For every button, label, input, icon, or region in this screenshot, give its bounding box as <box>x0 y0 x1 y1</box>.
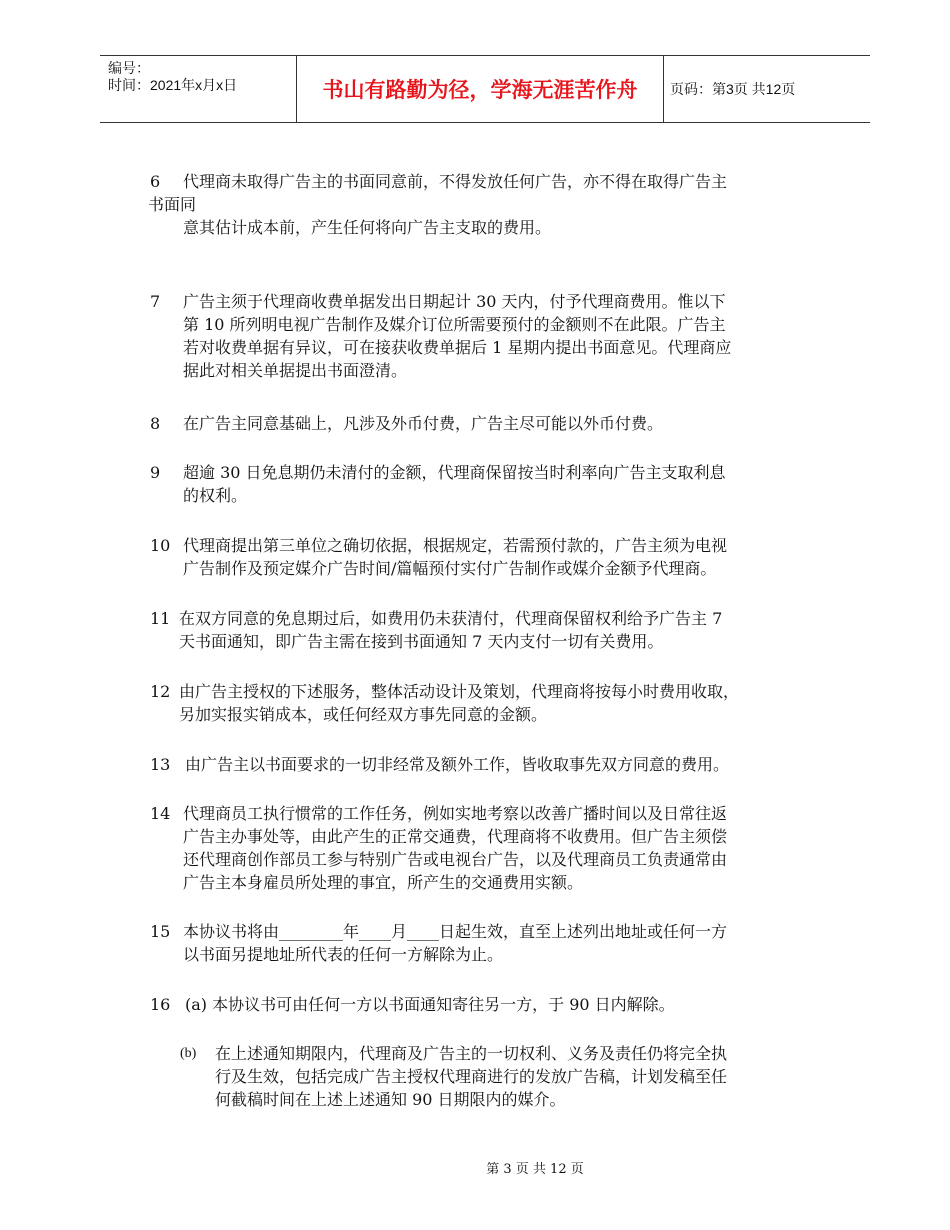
subclause-label: (b) <box>180 1046 197 1061</box>
clause-line: 由广告主以书面要求的一切非经常及额外工作，皆收取事先双方同意的费用。 <box>185 755 730 774</box>
clause-number: 11 <box>150 609 171 628</box>
footer-page-number: 第 3 页 共 12 页 <box>486 1162 584 1177</box>
time-label: 时间：2021年x月x日 <box>108 77 238 93</box>
clause-line: 第 10 所列明电视广告制作及媒介订位所需要预付的金额则不在此限。广告主 <box>183 315 726 334</box>
clause-number: 8 <box>150 414 161 433</box>
clause-line: 代理商未取得广告主的书面同意前，不得发放任何广告，亦不得在取得广告主 <box>183 172 728 191</box>
clause-line: 意其估计成本前，产生任何将向广告主支取的费用。 <box>183 218 552 237</box>
clause-line: 天书面通知，即广告主需在接到书面通知 7 天内支付一切有关费用。 <box>179 632 664 651</box>
clause-number: 15 <box>150 922 171 941</box>
clause-line: 广告主本身雇员所处理的事宜，所产生的交通费用实额。 <box>183 873 584 892</box>
page-footer <box>0 1158 950 1177</box>
clause-line: 本协议书将由________年____月____日起生效，直至上述列出地址或任何一方 <box>183 922 728 941</box>
header-motto: 书山有路勤为径，学海无涯苦作舟 <box>296 56 664 122</box>
clause-line: 在广告主同意基础上，凡涉及外币付费，广告主尽可能以外币付费。 <box>183 414 664 433</box>
clause-number: 14 <box>150 804 171 823</box>
clause-text-wrap <box>148 193 828 239</box>
clause-line: 另加实报实销成本，或任何经双方事先同意的金额。 <box>179 705 548 724</box>
clause-text <box>183 290 823 382</box>
clause-number: 13 <box>150 755 171 774</box>
clause-line: 代理商提出第三单位之确切依据，根据规定，若需预付款的，广告主须为电视 <box>183 536 728 555</box>
clause-line: 书面同 <box>148 195 197 214</box>
clause-line: 在双方同意的免息期过后，如费用仍未获清付，代理商保留权利给予广告主 7 <box>179 609 723 628</box>
clause-line: 代理商员工执行惯常的工作任务，例如实地考察以改善广播时间以及日常往返 <box>183 804 728 823</box>
clause-line: 以书面另提地址所代表的任何一方解除为止。 <box>183 945 504 964</box>
clause-number: 9 <box>150 463 161 482</box>
clause-text <box>183 534 823 580</box>
clause-line: 在上述通知期限内，代理商及广告主的一切权利、义务及责任仍将完全执 <box>215 1044 728 1063</box>
serial-label: 编号： <box>108 60 150 76</box>
header-info <box>108 56 294 126</box>
clause-number: 10 <box>150 536 171 555</box>
clause-text <box>183 412 823 435</box>
clause-text <box>183 920 823 966</box>
clause-text <box>183 461 823 507</box>
clause-line: 若对收费单据有异议，可在接获收费单据后 1 星期内提出书面意见。代理商应 <box>183 338 732 357</box>
clause-number: 12 <box>150 682 171 701</box>
clause-text <box>179 680 819 726</box>
clause-line: 广告主办事处等，由此产生的正常交通费，代理商将不收费用。但广告主须偿 <box>183 827 728 846</box>
clause-number: 16 <box>150 995 171 1014</box>
clause-line: 由广告主授权的下述服务，整体活动设计及策划，代理商将按每小时费用收取， <box>179 682 740 701</box>
clause-line: 广告制作及预定媒介广告时间/篇幅预付实付广告制作或媒介金额予代理商。 <box>183 559 717 578</box>
clause-line: 超逾 30 日免息期仍未清付的金额，代理商保留按当时利率向广告主支取利息 <box>183 463 726 482</box>
subclause-text <box>215 1042 825 1111</box>
clause-text <box>179 607 819 653</box>
clause-number: 6 <box>150 172 161 191</box>
clause-text <box>185 993 825 1016</box>
clause-text <box>183 170 823 193</box>
clause-number: 7 <box>150 292 161 311</box>
clause-line: (a) 本协议书可由任何一方以书面通知寄往另一方，于 90 日内解除。 <box>185 995 675 1014</box>
clause-line: 的权利。 <box>183 486 248 505</box>
clause-line: 据此对相关单据提出书面澄清。 <box>183 361 408 380</box>
clause-line: 还代理商创作部员工参与特别广告或电视台广告，以及代理商员工负责通常由 <box>183 850 728 869</box>
clause-line: 何截稿时间在上述上述通知 90 日期限内的媒介。 <box>215 1090 566 1109</box>
header-page-label: 页码：第3页 共12页 <box>670 81 796 97</box>
page-header <box>100 55 870 123</box>
clause-line: 行及生效，包括完成广告主授权代理商进行的发放广告稿，计划发稿至任 <box>215 1067 728 1086</box>
clause-line: 广告主须于代理商收费单据发出日期起计 30 天内，付予代理商费用。惟以下 <box>183 292 726 311</box>
clause-text <box>185 753 825 776</box>
clause-text <box>183 802 823 894</box>
